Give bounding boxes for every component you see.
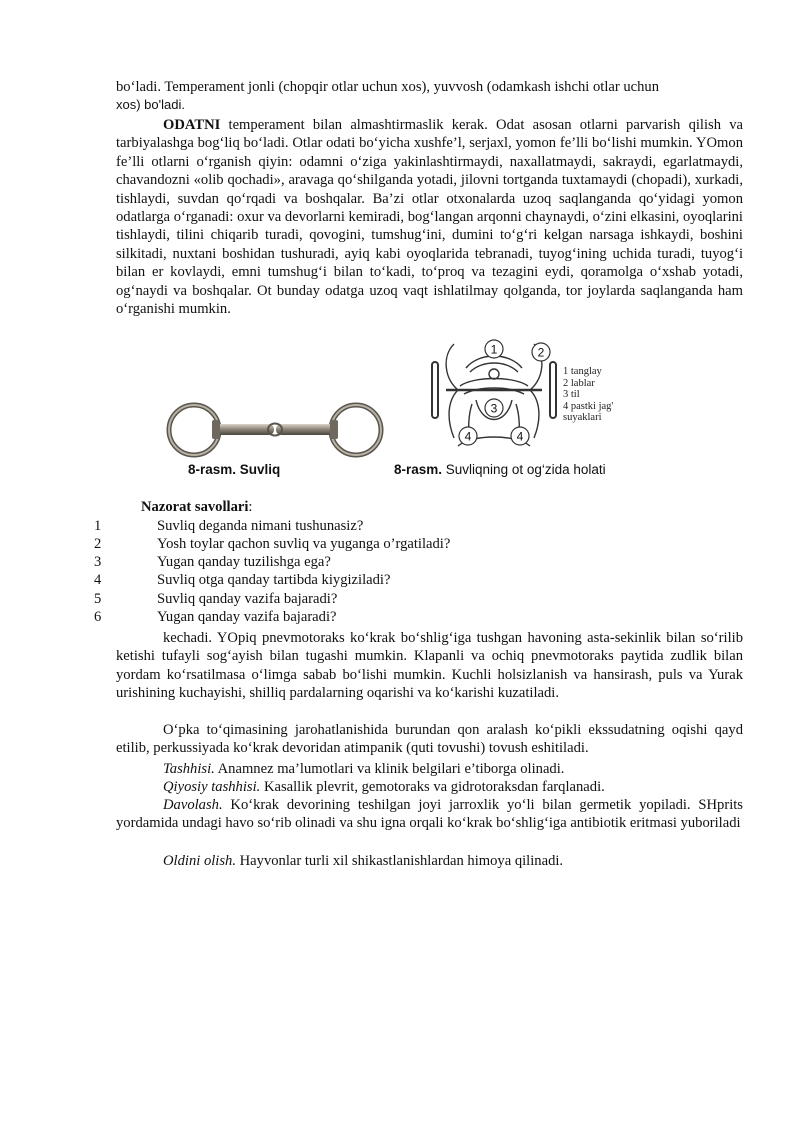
paragraph-text: Hayvonlar turli xil shikastlanishlardan himoya qilinadi. (235, 853, 564, 869)
section-label-diagnosis: Tashhisi. (163, 761, 215, 777)
paragraph-pneumothorax (116, 629, 743, 703)
caption-label: 8-rasm. (394, 462, 443, 477)
questions-heading (141, 499, 252, 516)
question-item (0, 572, 800, 590)
paragraph-prevention (116, 852, 743, 870)
section-label-prevention: Oldini olish. (163, 853, 236, 869)
question-number: 4 (94, 572, 102, 588)
paragraph-differential-diagnosis (116, 778, 743, 796)
paragraph-temperament-end (116, 78, 743, 115)
figure-caption-right (394, 462, 606, 477)
question-number: 6 (94, 609, 102, 625)
paragraph-text: Ko‘krak devorining teshilgan joyi jarroxlik yo‘li bilan germetik yopiladi. SHprits yordamida undagi havo so‘rib olinadi va shu igna orqali ko‘krak bo‘shlig‘iga antibiotik eritmasi yuboriladi (116, 797, 743, 832)
paragraph-text: O‘pka to‘qimasining jarohatlanishida burundan qon aralash ko‘pikli ekssudatning oqishi qayd etilib, perkussiyada ko‘krak devoridan atimpanik (quti tovushi) tovush eshitiladi. (116, 722, 743, 757)
question-text: Yugan qanday tuzilishga ega? (157, 554, 331, 570)
question-number: 5 (94, 591, 102, 607)
figure-legend (563, 366, 613, 424)
question-number: 1 (94, 518, 102, 534)
question-number: 3 (94, 554, 102, 570)
questions-heading-text: Nazorat savollari (141, 499, 249, 515)
paragraph-lung-injury (116, 721, 743, 758)
bold-term-odatni: ODATNI (163, 117, 221, 133)
paragraph-habits (116, 116, 743, 318)
question-text: Suvliq deganda nimani tushunasiz? (157, 518, 364, 534)
legend-item: 2 lablar (563, 377, 595, 389)
question-text: Suvliq qanday vazifa bajaradi? (157, 591, 338, 607)
question-text: Suvliq otga qanday tartibda kiygiziladi? (157, 572, 391, 588)
caption-text: 8-rasm. Suvliq (188, 462, 281, 477)
paragraph-text: Anamnez ma’lumotlari va klinik belgilari e’tiborga olinadi. (214, 761, 565, 777)
paragraph-text: kechadi. YOpiq pnevmotoraks ko‘krak bo‘shlig‘iga tushgan havoning asta-sekinlik bilan so‘rilib ketishi tufayli sog‘ayish bilan tugashi mumkin. Klapanli va ochiq pnevmotoraks paytida zudlik bilan yordam ko‘rsatilmasa o‘limga sabab bo‘lishi mumkin. Kuchli holsizlanish va hansirash, puls va Yurak urishining kuchayishi, shilliq pardalarning oqarishi va ko‘karishi kuzatiladi. (116, 630, 743, 702)
legend-item: suyaklari (563, 412, 602, 423)
questions-heading-colon: : (248, 499, 253, 515)
paragraph-text: temperament bilan almashtirmaslik kerak. Odat asosan otlarni parvarish qilish va tarbiyalashga bog‘liq bo‘ladi. Otlar odati bo‘yicha xushfe’l, serjaxl, yomon fe’lli bo‘lishi mumkin. YOmon fe’lli otlarni o‘rganish qiyin: odamni o‘ziga yakinlashtirmaydi, naxallatmaydi, sakraydi, egarlatmaydi, chavandozni «olib qochadi», aravaga qo‘shilganda yotadi, jilovni tortganda tuxtamaydi (chopadi), xurkadi, tishlaydi, suvdan qo‘rqadi va boshqalar. Ba’zi otlar otxonalarda uzoq saqlanganda qo‘yidagi yomon odatlarga o‘rganadi: oxur va devorlarni kemiradi, bog‘langan arqonni chaynaydi, o‘zini elkasini, oyoqlarini tishlaydi, tilini chiqarib turadi, qovogini, tumshug‘ini, dumini to‘g‘ri kelgan narsaga ishkaydi, boshini silkitadi, nuxtani boshidan tushuradi, ayiq kabi oyoqlarida tebranadi, tuyog‘ining uchida turadi, tuyog‘i bilan er kovlaydi, emni tumshug‘i bilan to‘kadi, to‘proq va tezagini eydi, qoramolga o‘xshab yotadi, og‘naydi va boshqalar. Ot bunday odatga uzoq vaqt ishlatilmay qolganda, tor joylarda saqlanganda ham o‘rganishi mumkin. (116, 117, 743, 318)
question-number: 2 (94, 536, 102, 552)
bit-in-mouth-diagram (424, 338, 564, 450)
question-item (0, 554, 800, 572)
paragraph-text-tail: xos) bo'ladi. (116, 97, 185, 113)
paragraph-diagnosis (116, 760, 743, 778)
snaffle-bit-image (160, 400, 390, 460)
marker-4-right: 4 (516, 429, 524, 444)
section-label-treatment: Davolash. (163, 797, 223, 813)
marker-3: 3 (490, 401, 498, 416)
paragraph-treatment (116, 796, 743, 833)
question-item (0, 518, 800, 536)
question-item (0, 609, 800, 627)
question-item (0, 591, 800, 609)
question-text: Yosh toylar qachon suvliq va yuganga o’rgatiladi? (157, 536, 451, 552)
marker-1: 1 (490, 342, 498, 357)
legend-item: 3 til (563, 389, 580, 400)
marker-4-left: 4 (464, 429, 472, 444)
figure-caption-left (188, 462, 280, 477)
legend-item: 1 tanglay (563, 366, 602, 377)
section-label-differential: Qiyosiy tashhisi. (163, 779, 261, 795)
paragraph-text: Kasallik plevrit, gemotoraks va gidrotoraksdan farqlanadi. (260, 779, 605, 795)
marker-2: 2 (537, 345, 545, 360)
paragraph-text: bo‘ladi. Temperament jonli (chopqir otlar uchun xos), yuvvosh (odamkash ishchi otlar uchun (116, 79, 660, 95)
legend-item: 4 pastki jag' (563, 400, 614, 412)
question-item (0, 536, 800, 554)
caption-text: Suvliqning ot og‘zida holati (442, 462, 606, 477)
question-text: Yugan qanday vazifa bajaradi? (157, 609, 337, 625)
